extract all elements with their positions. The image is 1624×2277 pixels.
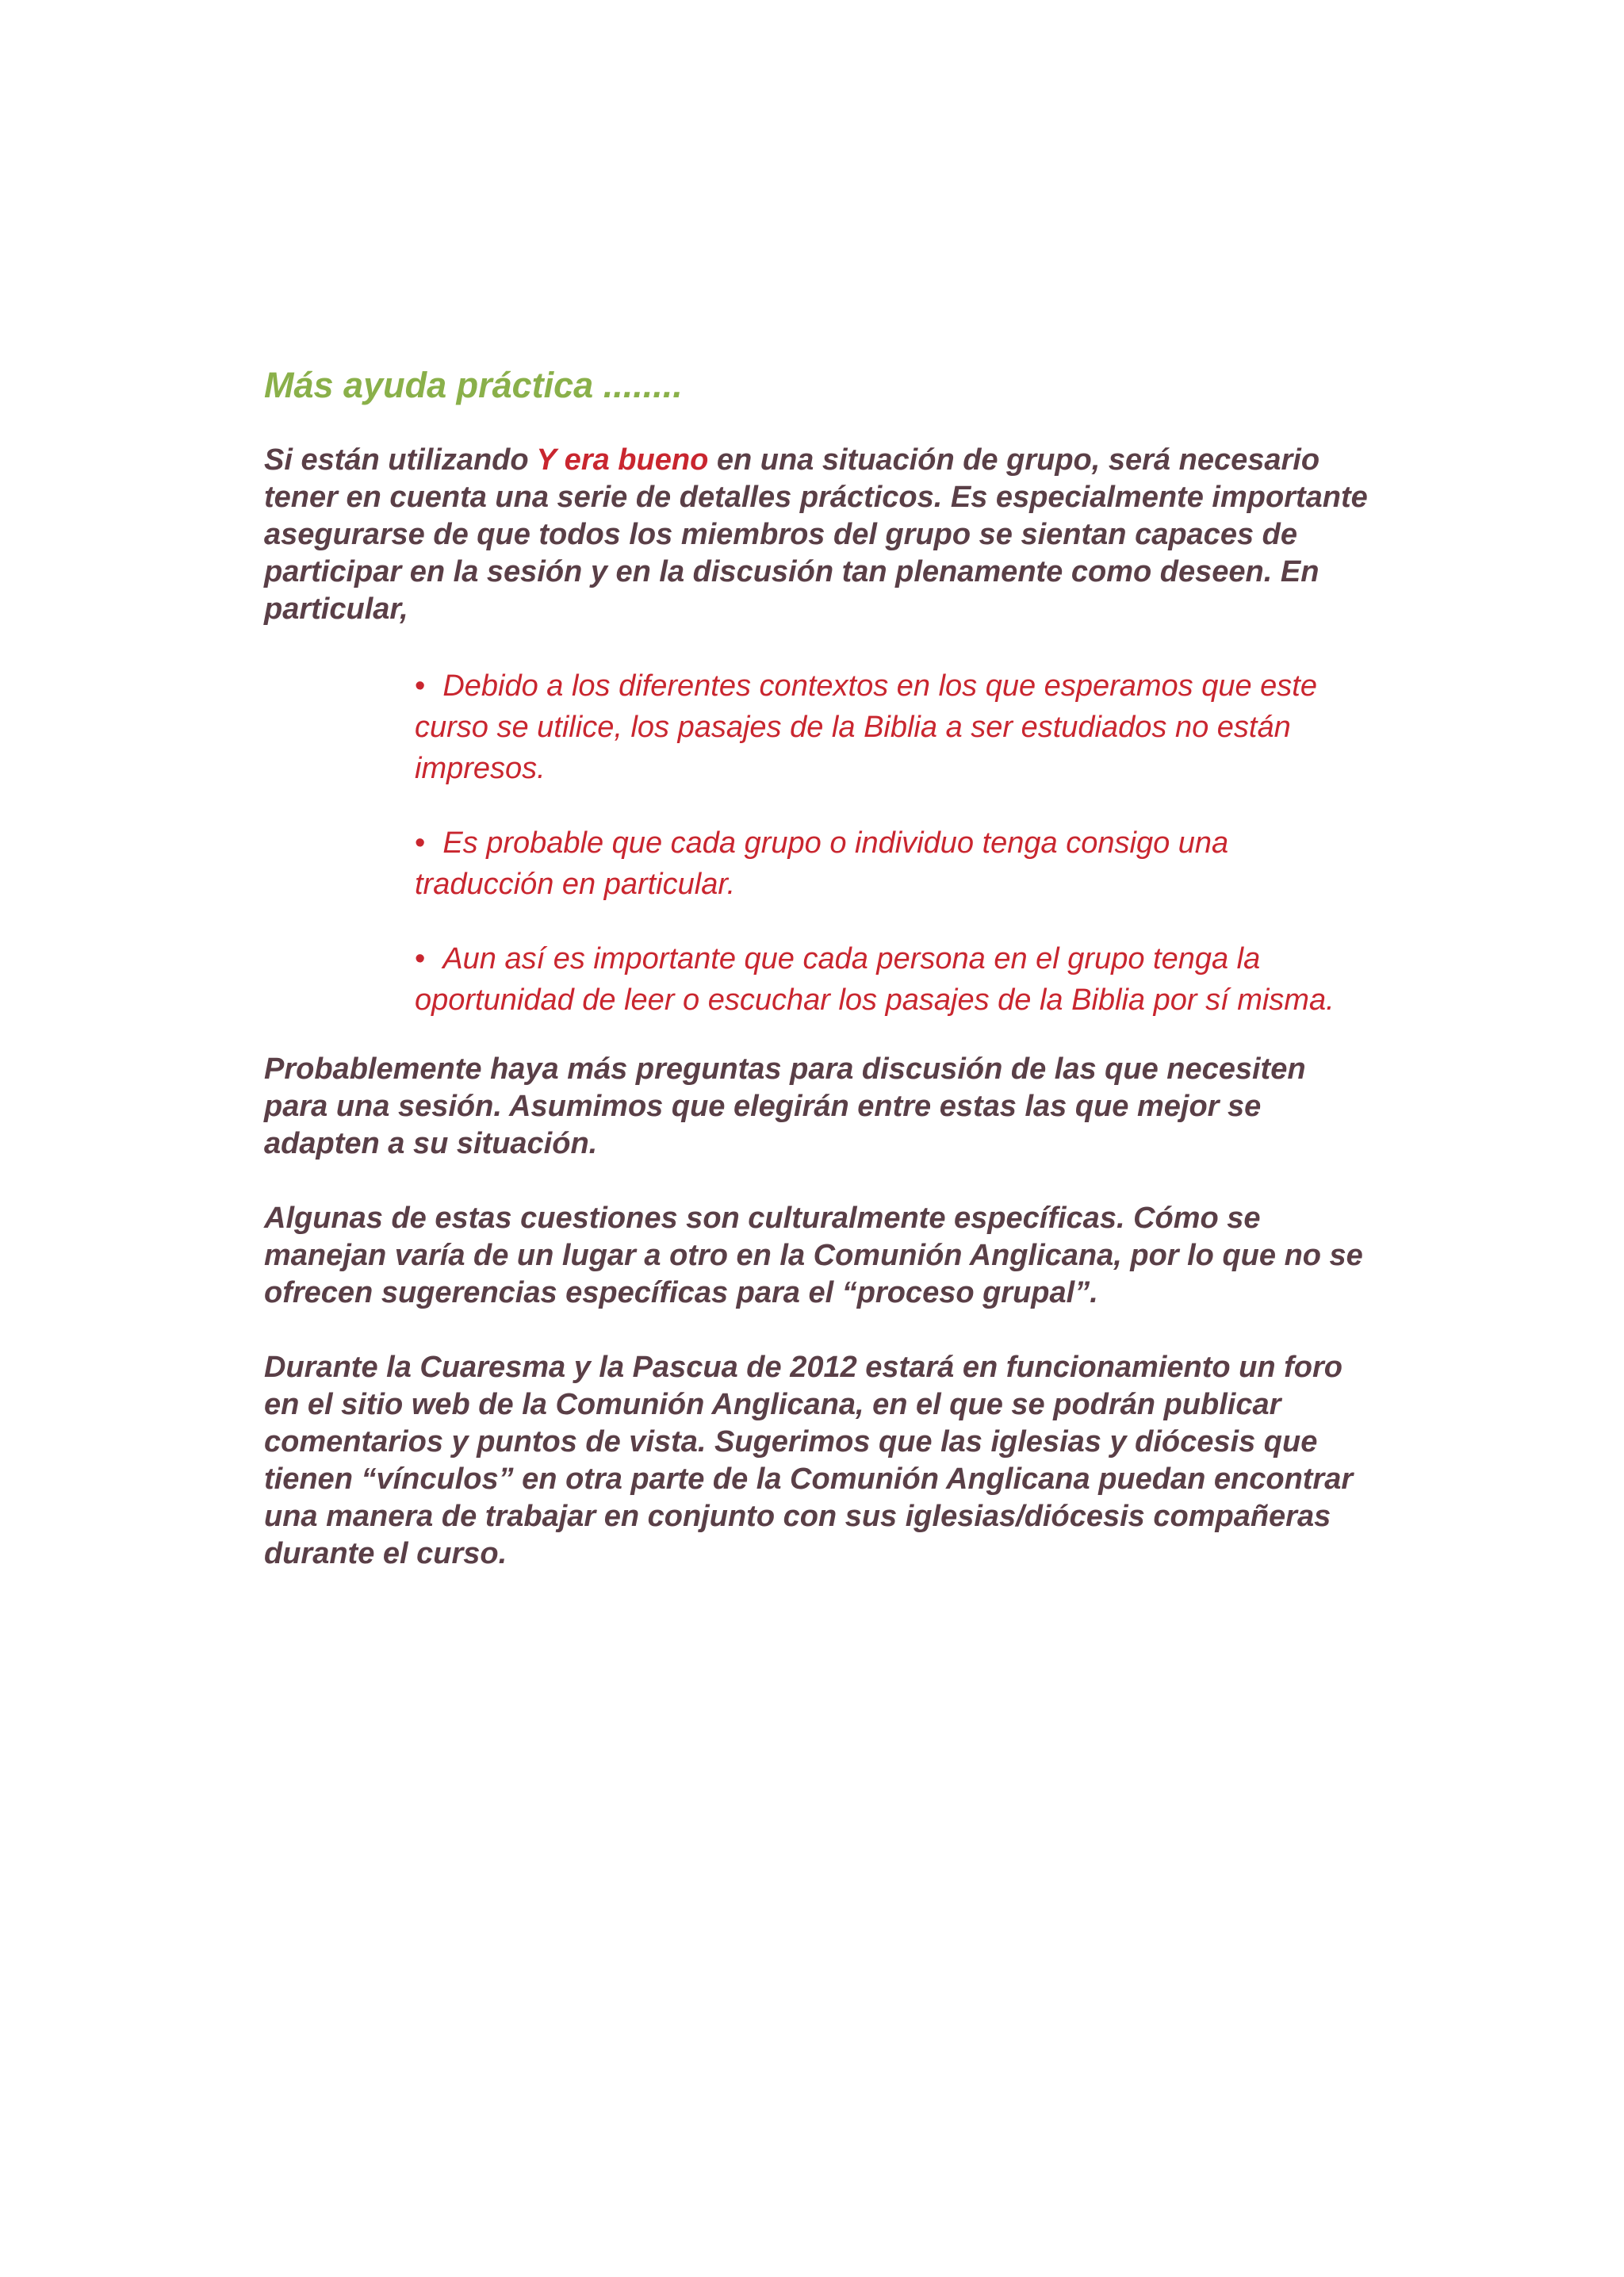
bullet-text: Debido a los diferentes contextos en los que esperamos que este curso se utilice, los pasajes de la Biblia a ser estudiados no están impresos. bbox=[415, 669, 1317, 785]
course-title-highlight: Y era bueno bbox=[536, 443, 709, 477]
intro-paragraph bbox=[264, 442, 1374, 628]
bullet-icon: • bbox=[415, 669, 426, 703]
body-paragraph: Probablemente haya más preguntas para discusión de las que necesiten para una sesión. Asumimos que elegirán entre estas las que mejor se adapten a su situación. bbox=[264, 1052, 1306, 1160]
bullet-item bbox=[415, 822, 1374, 905]
bullet-icon: • bbox=[415, 826, 426, 860]
page-content bbox=[264, 362, 1374, 1573]
bullet-icon: • bbox=[415, 942, 426, 976]
intro-text-after: en una situación de grupo, será necesario tener en cuenta una serie de detalles prácticos. Es especialmente importante asegurarse de que todos los miembros del grupo se sientan capaces de participar en la sesión y en la discusión tan plenamente como deseen. En particular, bbox=[264, 443, 1368, 626]
section-heading: Más ayuda práctica ........ bbox=[264, 365, 683, 405]
intro-text-before: Si están utilizando bbox=[264, 443, 537, 477]
bullet-item bbox=[415, 938, 1374, 1021]
bullet-item bbox=[415, 665, 1374, 789]
body-paragraph: Durante la Cuaresma y la Pascua de 2012 estará en funcionamiento un foro en el sitio web de la Comunión Anglicana, en el que se podrán publicar comentarios y puntos de vista. Sugerimos que las iglesias y diócesis que tienen “vínculos” en otra parte de la Comunión Anglicana puedan encontrar una manera de trabajar en conjunto con sus iglesias/diócesis compañeras durante el curso. bbox=[264, 1351, 1354, 1570]
bullet-text: Es probable que cada grupo o individuo tenga consigo una traducción en particular. bbox=[415, 826, 1229, 901]
bullet-text: Aun así es importante que cada persona en el grupo tenga la oportunidad de leer o escuchar los pasajes de la Biblia por sí misma. bbox=[415, 942, 1335, 1017]
body-paragraph: Algunas de estas cuestiones son culturalmente específicas. Cómo se manejan varía de un lugar a otro en la Comunión Anglicana, por lo que no se ofrecen sugerencias específicas para el “proceso grupal”. bbox=[264, 1202, 1363, 1309]
bullet-list bbox=[415, 665, 1374, 1021]
